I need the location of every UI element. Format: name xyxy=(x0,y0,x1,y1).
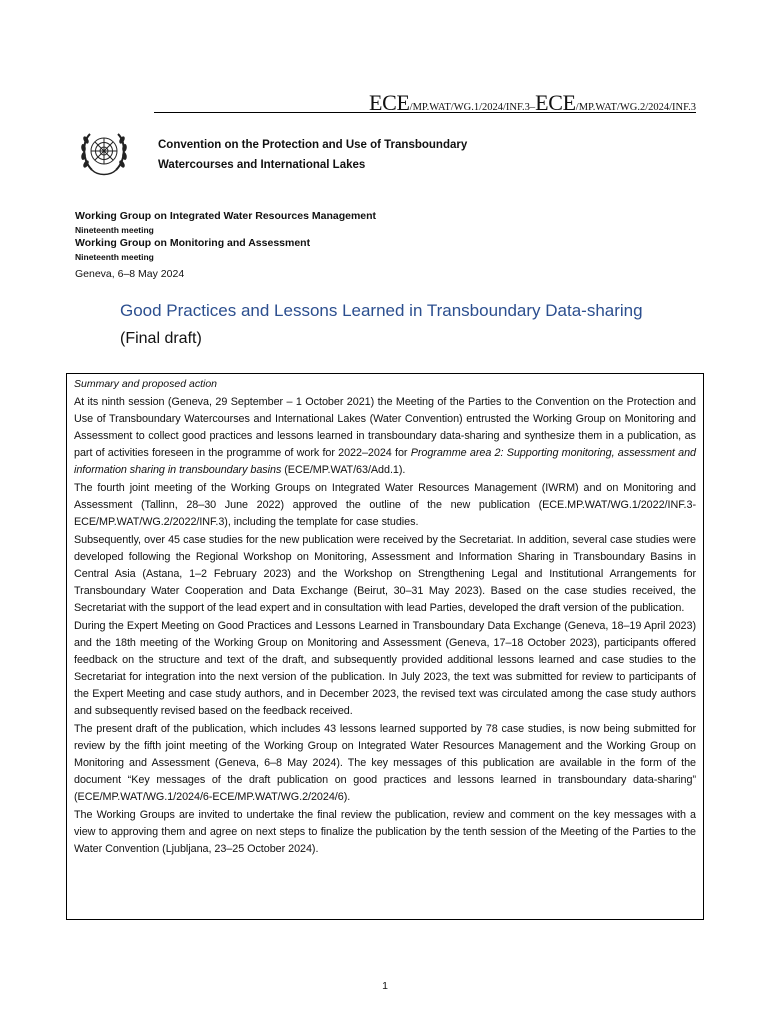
convention-line-1: Convention on the Protection and Use of Transboundary xyxy=(158,139,468,151)
document-symbol xyxy=(154,90,696,113)
symbol-prefix-1: ECE xyxy=(369,90,410,115)
working-group-2: Working Group on Monitoring and Assessment xyxy=(75,237,311,249)
summary-paragraph-6: The Working Groups are invited to undertake the final review the publication, review and comment on the key messages with a view to approving them and agree on next steps to finalize the publication by the tenth session of the Meeting of the Parties to the Water Convention (Ljubljana, 23–25 October 2024). xyxy=(74,809,696,855)
p1-text-end: (ECE/MP.WAT/63/Add.1). xyxy=(281,464,406,476)
meeting-place-date: Geneva, 6–8 May 2024 xyxy=(75,268,185,280)
p1-text-start: At its ninth session (Geneva, 29 September – 1 October 2021) the Meeting of the Parties to the Convention on the Protection and Use of Transboundary Watercourses and International Lakes (Water Convention) entrusted the Working Group on Monitoring and Assessment to collect good practices and lessons learned in transboundary data-sharing and synthesize them in a publication, as part of activities foreseen in the programme of work for 2022–2024 for xyxy=(74,396,696,459)
working-group-1: Working Group on Integrated Water Resources Management xyxy=(75,210,377,222)
document-title: Good Practices and Lessons Learned in Transboundary Data-sharing xyxy=(120,301,643,320)
working-group-1-meeting: Nineteenth meeting xyxy=(75,225,154,235)
symbol-prefix-2: ECE xyxy=(535,90,576,115)
convention-title xyxy=(158,135,608,175)
meeting-info xyxy=(75,209,675,281)
convention-line-2: Watercourses and International Lakes xyxy=(158,159,366,171)
working-group-2-meeting: Nineteenth meeting xyxy=(75,252,154,262)
summary-paragraph-2: The fourth joint meeting of the Working Groups on Integrated Water Resources Management (IWRM) and on Monitoring and Assessment (Tallinn, 28–30 June 2022) approved the outline of the new publication (ECE.MP.WAT/WG.1/2022/INF.3-ECE/MP.WAT/WG.2/2022/INF.3), including the template for case studies. xyxy=(74,482,696,528)
summary-paragraph-5: The present draft of the publication, which includes 43 lessons learned supported by 78 case studies, is now being submitted for review by the fifth joint meeting of the Working Group on Integrated Water Resources Management and the Working Group on Monitoring and Assessment (Geneva, 6–8 May 2024). The key messages of this publication are available in the form of the document “Key messages of the draft publication on good practices and lessons learned in transboundary data-sharing” (ECE/MP.WAT/WG.1/2024/6-ECE/MP.WAT/WG.2/2024/6). xyxy=(74,723,696,803)
summary-paragraph-1 xyxy=(74,394,696,479)
symbol-suffix-1: /MP.WAT/WG.1/2024/INF.3 xyxy=(409,102,530,113)
p1-programme-area: Programme area 2: Supporting monitoring, assessment and information sharing in transboundary basins xyxy=(74,447,696,476)
summary-paragraph-3: Subsequently, over 45 case studies for the new publication were received by the Secretariat. In addition, several case studies were developed following the Regional Workshop on Monitoring, Assessment and Information Sharing in Transboundary Basins in Central Asia (Astana, 1–2 February 2023) and the Workshop on Strengthening Legal and Institutional Arrangements for Transboundary Water Cooperation and Data Exchange (Beirut, 30–31 May 2023). Based on the case studies received, the Secretariat with the support of the lead expert and in consultation with lead Parties, developed the draft version of the publication. xyxy=(74,534,696,614)
un-emblem-icon xyxy=(78,126,130,180)
summary-box xyxy=(66,373,704,920)
document-subtitle: (Final draft) xyxy=(120,330,202,347)
symbol-suffix-2: /MP.WAT/WG.2/2024/INF.3 xyxy=(575,102,696,113)
summary-heading: Summary and proposed action xyxy=(74,378,217,390)
page-number: 1 xyxy=(382,980,388,992)
symbol-dash: – xyxy=(529,102,536,113)
summary-paragraph-4: During the Expert Meeting on Good Practices and Lessons Learned in Transboundary Data Exchange (Geneva, 18–19 April 2023) and the 18th meeting of the Working Group on Monitoring and Assessment (Geneva, 17–18 October 2023), participants offered feedback on the structure and text of the draft, and subsequently provided additional lessons learned and case studies to the Secretariat for integration into the next version of the publication. In July 2023, the text was submitted for review to participants of the Expert Meeting and case study authors, and in December 2023, the revised text was circulated among the case study authors and subsequently revised based on the feedback received. xyxy=(74,620,696,717)
